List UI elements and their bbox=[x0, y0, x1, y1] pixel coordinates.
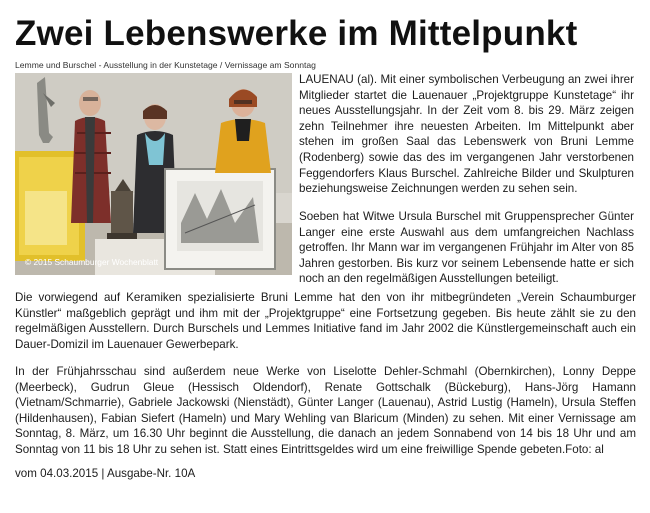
publication-footer: vom 04.03.2015 | Ausgabe-Nr. 10A bbox=[15, 467, 196, 480]
article-paragraph-2: Soeben hat Witwe Ursula Burschel mit Gruppensprecher Günter Langer eine erste Auswahl aus dem umfangreichen Nachlass getroffen. Ihr Mann war im vergangenen Frühjahr im Alter von 85 Jahren gestorben. Bis kurz vor seinem Lebensende hatte er sich noch an den regelmäßigen Ausstellungen beteiligt. bbox=[299, 210, 634, 286]
article-photo bbox=[15, 73, 292, 275]
article-paragraph-1: LAUENAU (al). Mit einer symbolischen Verbeugung an zwei ihrer Mitglieder startet die Lauenauer „Projektgruppe Kunstetage“ ihr neues Ausstellungsjahr. In der Zeit vom 8. bis 29. März zeigen zehn Teilnehmer ihre neuesten Arbeiten. Im Mittelpunkt aber stehen im großen Saal das Lebenswerk von Bruni Lemme (Rodenberg) sowie das des im vergangenen Jahr verstorbenen Feggendorfers Klaus Burschel. Zahlreiche Bilder und Skulpturen beziehungsweise Zeichnungen werden zu sehen sein. bbox=[299, 73, 634, 196]
photo-caption: Lemme und Burschel - Ausstellung in der Kunstetage / Vernissage am Sonntag bbox=[15, 60, 316, 70]
headline: Zwei Lebenswerke im Mittelpunkt bbox=[15, 14, 578, 53]
photo-copyright: © 2015 Schaumburger Wochenblatt bbox=[25, 257, 159, 267]
article-paragraph-3: Die vorwiegend auf Keramiken spezialisierte Bruni Lemme hat den von ihr mitbegründeten „Verein Schaumburger Künstler“ maßgeblich geprägt und ihm mit der „Projektgruppe“ eine Fortsetzung gegeben. Bis heute zählt sie zu den regelmäßigen Ausstellern. Durch Burschels und Lemmes Initiative fand im Jahr 2002 die Künstlergemeinschaft auch ein Dauer-Domizil im Lauenauer Gewerbepark. bbox=[15, 291, 636, 351]
article-paragraph-4: In der Frühjahrsschau sind außerdem neue Werke von Liselotte Dehler-Schmahl (Obernkirchen), Lonny Deppe (Meerbeck), Gudrun Gleue (Hessisch Oldendorf), Renate Gottschalk (Bückeburg), Hans-Jörg Hamann (Vietnam/Schmarrie), Gabriele Jackowski (Nienstädt), Günter Langer (Lauenau), Astrid Lustig (Hameln), Ursula Steffen (Hildenhausen), Fabian Siefert (Hameln) und Mary Wehling van Blaricum (Minden) zu sehen. Mit einer Vernissage am Sonntag, 8. März, um 16.30 Uhr beginnt die Ausstellung, die danach an jedem Sonnabend von 14 bis 18 Uhr und am Sonntag von 11 bis 18 Uhr zu sehen ist. Statt eines Eintrittsgeldes wird um eine freiwillige Spende gebeten.Foto: al bbox=[15, 365, 636, 456]
drawing-frame bbox=[165, 169, 275, 269]
